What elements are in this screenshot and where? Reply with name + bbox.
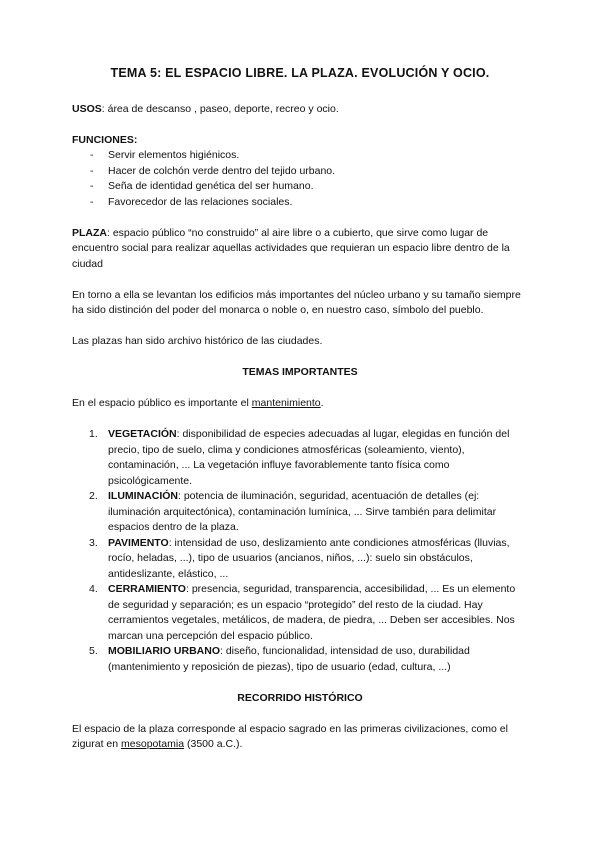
temas-intro-text: En el espacio público es importante el — [72, 397, 252, 409]
recorrido-heading: RECORRIDO HISTÓRICO — [237, 691, 363, 704]
plaza-paragraph — [72, 226, 528, 273]
item-label: ILUMINACIÓN — [108, 490, 178, 502]
temas-list — [72, 427, 528, 675]
temas-intro — [72, 396, 528, 412]
item-number: 4. — [89, 583, 98, 595]
list-item: - Servir elementos higiénicos. — [90, 148, 528, 164]
funciones-list — [72, 148, 528, 210]
recorrido-paragraph — [72, 722, 528, 753]
mesopotamia-link-text: mesopotamia — [121, 738, 185, 750]
item-number: 5. — [89, 645, 98, 657]
item-text: : disponibilidad de especies adecuadas al lugar, elegidas en función del precio, tipo de suelo, clima y condiciones atmosféricas (soleamiento, viento), contaminación, ... La vegetación influye favorablemente tanto física como psicológicamente. — [108, 428, 510, 487]
mantenimiento-link-text: mantenimiento — [251, 397, 321, 409]
usos-text: : área de descanso , paseo, deporte, recreo y ocio. — [101, 102, 339, 115]
item-number: 3. — [89, 536, 98, 549]
item-number: 1. — [89, 428, 98, 440]
temas-intro-end: . — [320, 397, 324, 409]
usos-paragraph — [72, 102, 528, 118]
item-label: PAVIMENTO — [108, 536, 169, 549]
list-item — [89, 536, 528, 583]
plaza-label: PLAZA — [72, 226, 107, 239]
item-label: MOBILIARIO URBANO — [108, 645, 220, 657]
item-text: : potencia de iluminación, seguridad, acentuación de detalles (ej: iluminación arquitectónica), contaminación lumínica, ... Sirve también para delimitar espacios dentro de la plaza. — [108, 490, 497, 533]
item-label: VEGETACIÓN — [108, 428, 177, 440]
usos-label: USOS — [72, 102, 102, 115]
page-title: TEMA 5: EL ESPACIO LIBRE. LA PLAZA. EVOLUCIÓN Y OCIO. — [110, 66, 490, 80]
funciones-heading: FUNCIONES: — [72, 133, 138, 146]
list-item — [89, 427, 528, 489]
list-item — [89, 644, 528, 675]
item-text: : diseño, funcionalidad, intensidad de uso, durabilidad (mantenimiento y reposición de piezas), tipo de usuario (edad, cultura, ...) — [108, 645, 470, 673]
recorrido-text-end: (3500 a.C.). — [184, 738, 243, 750]
archivo-paragraph: Las plazas han sido archivo histórico de las ciudades. — [72, 335, 323, 347]
item-number: 2. — [89, 490, 98, 502]
page-content — [72, 66, 528, 753]
list-item — [89, 582, 528, 644]
plaza-text: : espacio público “no construido” al aire libre o a cubierto, que sirve como lugar de encuentro social para realizar aquellas actividades que requieran un espacio libre dentro de la ciudad — [72, 226, 510, 270]
item-text: : presencia, seguridad, transparencia, accesibilidad, ... Es un elemento de seguridad y separación; es un espacio “protegido” del resto de la ciudad. Hay cerramientos vegetales, metálicos, de madera, de piedra, ... Deben ser accesibles. Nos marcan una percepción del espacio público. — [108, 583, 516, 642]
temas-heading: TEMAS IMPORTANTES — [242, 366, 358, 378]
list-item: - Seña de identidad genética del ser humano. — [90, 179, 528, 195]
item-label: CERRAMIENTO — [108, 583, 186, 595]
list-item: - Favorecedor de las relaciones sociales. — [90, 195, 528, 211]
list-item: - Hacer de colchón verde dentro del tejido urbano. — [90, 164, 528, 180]
entorno-paragraph: En torno a ella se levantan los edificios más importantes del núcleo urbano y su tamaño siempre ha sido distinción del poder del monarca o noble o, en nuestro caso, símbolo del pueblo. — [72, 288, 521, 316]
recorrido-text: El espacio de la plaza corresponde al espacio sagrado en las primeras civilizaciones, como el zigurat en — [72, 722, 508, 750]
list-item — [89, 489, 528, 536]
item-text: : intensidad de uso, deslizamiento ante condiciones atmosféricas (lluvias, rocío, heladas, ...), tipo de usuarios (ancianos, niños, ...): suelo sin obstáculos, antideslizante, elástico, ... — [108, 536, 510, 580]
